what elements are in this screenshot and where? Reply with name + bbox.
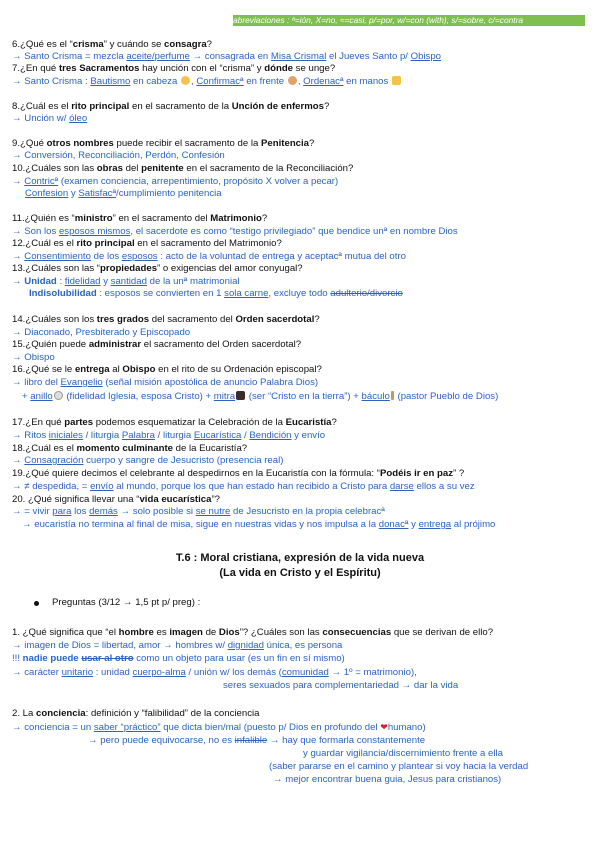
preguntas-label: Preguntas (3/12 → 1,5 pt p/ preg) : [52,597,201,608]
person-icon [288,76,297,85]
answer-7: → Santo Crisma : Bautismo en cabeza , Confirmacª en frente , Ordenacª en manos [12,76,402,88]
question-16: 16.¿Qué se le entrega al Obispo en el rito de su Ordenación episcopal? [12,364,322,375]
answer-16-line2: + anillo (fidelidad Iglesia, esposa Cristo) + mitra (ser “Cristo en la tierra”) + báculo (pastor Pueblo de Dios) [22,391,499,402]
bullet-dot [34,601,39,606]
question-15: 15.¿Quién puede administrar el sacramento del Orden sacerdotal? [12,339,302,350]
question-14: 14.¿Cuáles son los tres grados del sacramento del Orden sacerdotal? [12,314,320,325]
question-12: 12.¿Cuál es el rito principal en el sacramento del Matrimonio? [12,238,282,249]
answer-10-line2: Confesion y Satisfacª/cumplimiento penitencia [25,188,222,199]
answer-t6-1-line2: !!! nadie puede usar al otro como un objeto para usar (es un fin en sí mismo) [12,653,345,664]
question-t6-1: 1. ¿Qué significa que “el hombre es imagen de Dios”? ¿Cuáles son las consecuencias que se derivan de ello? [12,627,494,638]
question-8: 8.¿Cuál es el rito principal en el sacramento de la Unción de enfermos? [12,101,330,112]
answer-10-line1: → Contricª (examen conciencia, arrepentimiento, propósito X volver a pecar) [12,176,339,187]
answer-11: → Son los esposos mismos, el sacerdote es como “testigo privilegiado” que bendice unª en nombre Dios [12,226,458,237]
answer-t6-1-line4: seres sexuados para complementariedad → dar la vida [223,680,459,691]
question-11: 11.¿Quién es “ministro” en el sacramento del Matrimonio? [12,213,268,224]
question-17: 17.¿En qué partes podemos esquematizar la Celebración de la Eucaristía? [12,417,337,428]
answer-17: → Ritos iniciales / liturgia Palabra / liturgia Eucarística / Bendición y envío [12,430,326,441]
answer-16-line1: → libro del Evangelio (señal misión apostólica de anuncio Palabra Dios) [12,377,319,388]
answer-19: → ≠ despedida, = envío al mundo, porque los que han estado han recibido a Cristo para darse ellos a su vez [12,481,475,492]
heart-icon: ❤ [380,722,388,732]
question-18: 18.¿Cuál es el momento culminante de la Eucaristía? [12,443,248,454]
answer-t6-1-line1: → imagen de Dios = libertad, amor → hombres w/ dignidad única, es persona [12,640,343,651]
answer-18: → Consagración cuerpo y sangre de Jesucristo (presencia real) [12,455,284,466]
question-6: 6.¿Qué es el “crisma” y cuándo se consagra? [12,39,213,50]
answer-9: → Conversión, Reconciliación, Perdón, Confesión [12,150,225,161]
question-13: 13.¿Cuáles son las “propiedades” o exigencias del amor conyugal? [12,263,303,274]
answer-15: → Obispo [12,352,55,363]
answer-13-line1: → Unidad : fidelidad y santidad de la unª matrimonial [12,276,240,287]
answer-t6-2-line5: → mejor encontrar buena guia, Jesus para cristianos) [273,774,502,785]
answer-13-line2: Indisolubilidad : esposos se convierten en 1 sola carne, excluye todo adulterio/divorcio [29,288,403,299]
question-10: 10.¿Cuáles son las obras del penitente en el sacramento de la Reconciliación? [12,163,354,174]
question-19: 19.¿Qué quiere decimos el celebrante al despedirnos en la Eucaristía con la fórmula: “Podéis ir en paz” ? [12,468,465,479]
hat-icon [236,391,245,400]
answer-t6-1-line3: → carácter unitario : unidad cuerpo-alma / unión w/ los demás (comunidad → 1º = matrimonio), [12,667,417,678]
answer-t6-2-line3: y guardar vigilancia/discernimiento frente a ella [303,748,503,759]
answer-8: → Unción w/ óleo [12,113,88,124]
abbreviations-legend: abreviaciones : ª=ión, X=no, ≈=casi, p/=por, w/=con (with), s/=sobre, c/=contra [233,15,585,26]
answer-t6-2-line2: → pero puede equivocarse, no es infalible → hay que formarla constantemente [88,735,426,746]
hands-icon [392,76,401,85]
question-7: 7.¿En qué tres Sacramentos hay unción con el “crisma” y dónde se unge? [12,63,336,74]
answer-20-line1: → = vivir para los demás → solo posible si se nutre de Jesucristo en la propia celebracª [12,506,385,517]
section-title: T.6 : Moral cristiana, expresión de la vida nueva [175,552,425,564]
answer-t6-2-line4: (saber pararse en el camino y plantear si voy hacia la verdad [269,761,529,772]
answer-20-line2: → eucaristía no termina al final de misa, sigue en nuestras vidas y nos impulsa a la donacª y entrega al prójimo [22,519,496,530]
face-icon [181,76,190,85]
staff-icon [391,391,394,400]
answer-12: → Consentimiento de los esposos : acto de la voluntad de entrega y aceptacª mutua del otro [12,251,406,262]
question-9: 9.¿Qué otros nombres puede recibir el sacramento de la Penitencia? [12,138,315,149]
answer-14: → Diaconado, Presbiterado y Episcopado [12,327,191,338]
question-20: 20. ¿Qué significa llevar una “vida eucarística”? [12,494,220,505]
answer-6: → Santo Crisma = mezcla aceite/perfume → consagrada en Misa Crismal el Jueves Santo p/ Obispo [12,51,442,62]
answer-t6-2-line1: → conciencia = un saber “práctico” que dicta bien/mal (puesto p/ Dios en profundo del ❤humano) [12,722,426,733]
question-t6-2: 2. La conciencia: definición y “falibilidad” de la conciencia [12,708,260,719]
section-subtitle: (La vida en Cristo y el Espíritu) [219,567,381,579]
ring-icon [54,391,63,400]
